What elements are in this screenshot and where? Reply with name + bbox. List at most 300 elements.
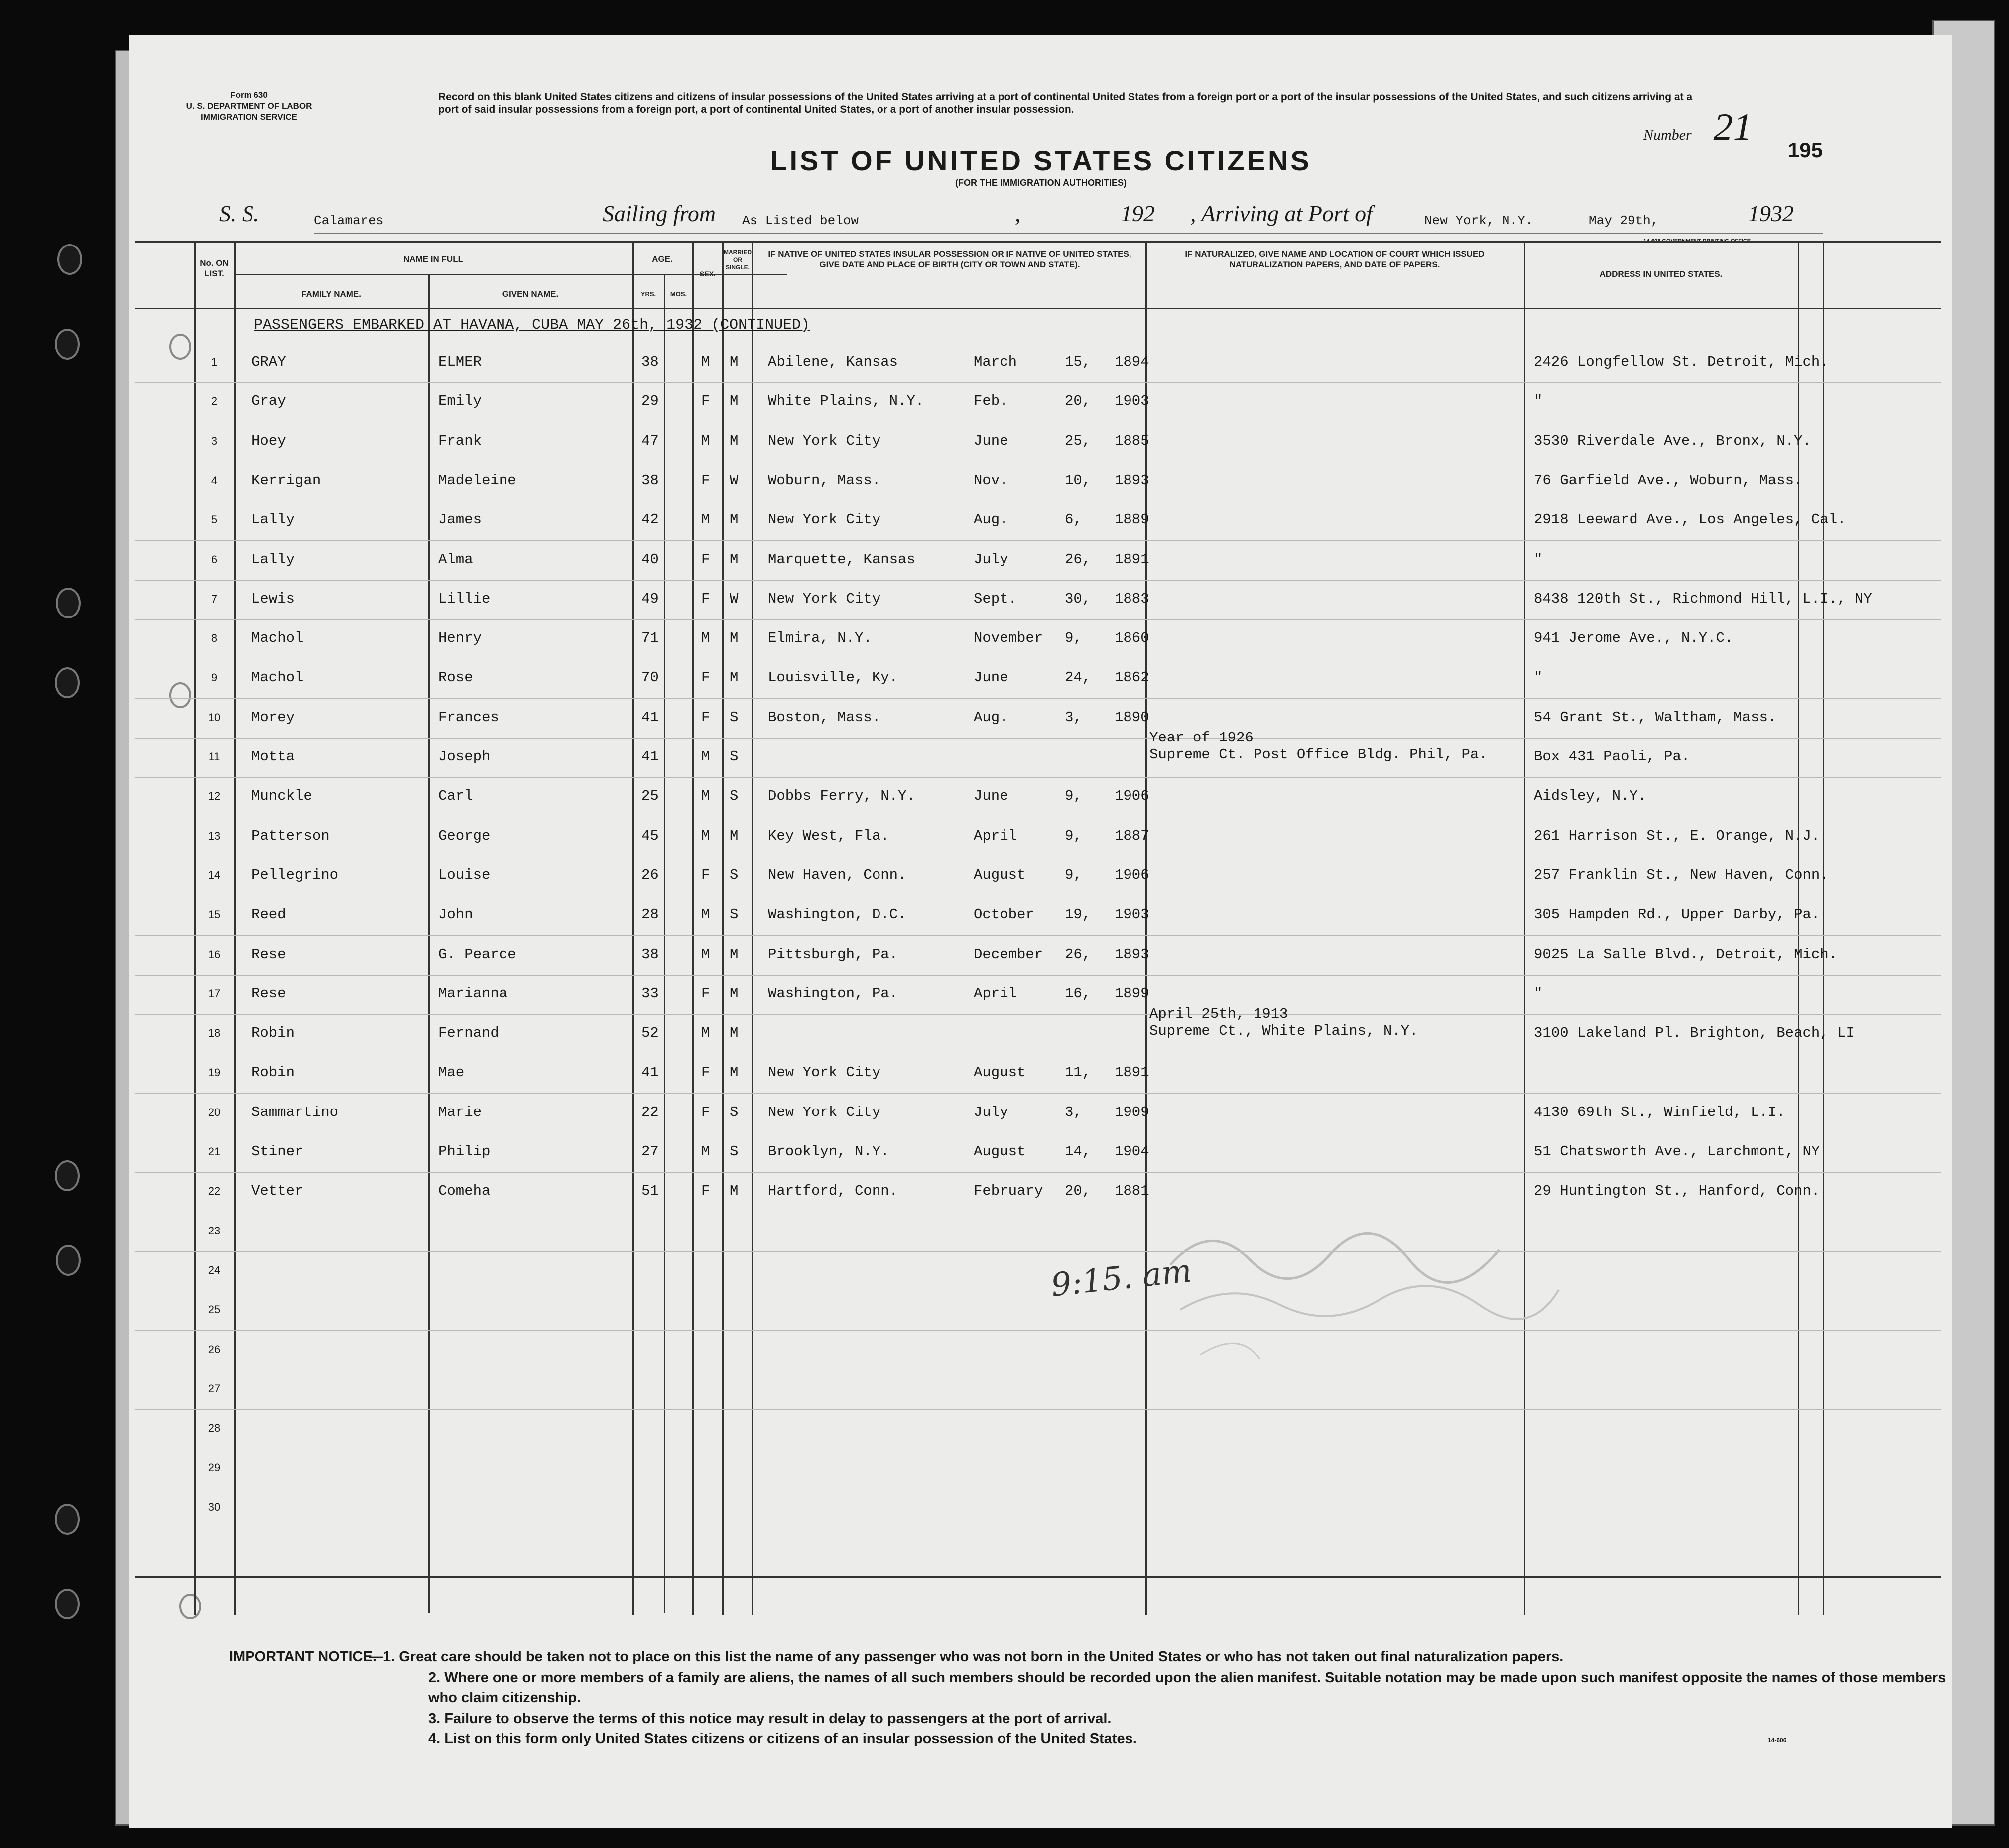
- row-rule: [135, 580, 1941, 581]
- cell-given: Philip: [438, 1143, 491, 1160]
- arrival-date: May 29th,: [1589, 213, 1659, 228]
- row-number: 29: [208, 1461, 221, 1474]
- col-header-age: AGE.: [652, 254, 673, 264]
- cell-yrs: 26: [641, 866, 659, 883]
- page-subtitle: (FOR THE IMMIGRATION AUTHORITIES): [955, 178, 1127, 188]
- cell-address: 261 Harrison St., E. Orange, N.J.: [1534, 827, 1820, 844]
- cell-ms: M: [730, 511, 739, 528]
- row-rule: [135, 777, 1941, 778]
- col-header-no: No. ON LIST.: [200, 258, 229, 278]
- page-title: LIST OF UNITED STATES CITIZENS: [770, 145, 1312, 176]
- cell-place: Boston, Mass.: [768, 709, 881, 726]
- row-rule: [135, 540, 1941, 541]
- cell-yrs: 28: [641, 906, 659, 923]
- cell-day: 20,: [1065, 1183, 1091, 1200]
- row-number: 7: [211, 592, 218, 605]
- cell-place: Louisville, Ky.: [768, 669, 898, 686]
- sailing-label: Sailing from: [603, 201, 716, 226]
- cell-day: 9,: [1065, 788, 1082, 805]
- cell-yrs: 47: [641, 432, 659, 449]
- row-number: 4: [211, 474, 218, 487]
- cell-day: 14,: [1065, 1143, 1091, 1160]
- binding-hole: [55, 1504, 80, 1535]
- row-number: 6: [211, 553, 218, 566]
- cell-year: 1889: [1115, 511, 1149, 528]
- cell-month: December: [974, 946, 1043, 963]
- cell-family: Hoey: [251, 432, 286, 449]
- table-header-rule: [135, 308, 1941, 309]
- cell-address: 305 Hampden Rd., Upper Darby, Pa.: [1534, 906, 1820, 923]
- cell-family: Sammartino: [251, 1104, 339, 1120]
- cell-sex: F: [701, 393, 710, 410]
- cell-year: 1903: [1115, 393, 1149, 410]
- cell-given: Fernand: [438, 1025, 499, 1042]
- cell-month: March: [974, 354, 1017, 370]
- cell-place: New York City: [768, 432, 881, 449]
- arriving-label: , Arriving at Port of: [1190, 201, 1373, 226]
- row-number: 26: [208, 1343, 221, 1355]
- cell-place: Woburn, Mass.: [768, 472, 881, 489]
- cell-address: 2918 Leeward Ave., Los Angeles, Cal.: [1534, 511, 1846, 528]
- cell-yrs: 42: [641, 511, 659, 528]
- cell-place: New York City: [768, 1104, 881, 1120]
- row-rule: [135, 1330, 1941, 1331]
- notice-item-2: 2. Where one or more members of a family are aliens, the names of all such members should be recorded upon the alien manifest. Suitable notation may be made upon such manifest opposite the names of those members who claim citizenship.: [428, 1670, 1946, 1706]
- notice-item-1: —1. Great care should be taken not to place on this list the name of any passenger who was not born in the United States or who has not taken out final naturalization papers.: [369, 1649, 1564, 1665]
- cell-address: 3100 Lakeland Pl. Brighton, Beach, LI: [1534, 1025, 1855, 1042]
- cell-place: Washington, Pa.: [768, 985, 898, 1002]
- row-number: 14: [208, 868, 221, 881]
- form-notice: Record on this blank United States citizens and citizens of insular possessions of the United States arriving at a port of continental United States from a foreign port or a port of the insular possessions of the United States, and such citizens arriving at a port of said insular possessions from a foreign port, a port of continental United States, or a port of another insular possession.: [438, 91, 1693, 115]
- cell-month: November: [974, 630, 1043, 647]
- notice-code: 14-606: [1768, 1737, 1787, 1744]
- arrival-year: 1932: [1748, 201, 1794, 226]
- year-label: 192: [1121, 201, 1155, 226]
- cell-month: June: [974, 788, 1008, 805]
- cell-day: 3,: [1065, 709, 1082, 726]
- cell-naturalized-date: April 25th, 1913: [1149, 1006, 1288, 1023]
- cell-address: 51 Chatsworth Ave., Larchmont, NY: [1534, 1143, 1820, 1160]
- cell-given: Joseph: [438, 748, 491, 765]
- cell-year: 1883: [1115, 590, 1149, 607]
- cell-ms: M: [730, 827, 739, 844]
- cell-family: Machol: [251, 669, 304, 686]
- cell-day: 19,: [1065, 906, 1091, 923]
- row-number: 12: [208, 790, 221, 803]
- cell-day: 15,: [1065, 354, 1091, 370]
- row-number: 5: [211, 513, 218, 526]
- cell-month: July: [974, 1104, 1008, 1120]
- cell-sex: M: [701, 511, 710, 528]
- cell-sex: F: [701, 472, 710, 489]
- cell-family: Pellegrino: [251, 866, 339, 883]
- ship-name: Calamares: [314, 213, 384, 228]
- form-number: Form 630: [230, 90, 268, 100]
- col-header-family: FAMILY NAME.: [301, 289, 361, 299]
- cell-given: Carl: [438, 788, 473, 805]
- row-number: 1: [211, 356, 218, 368]
- row-number: 22: [208, 1185, 221, 1198]
- binding-hole: [56, 1245, 81, 1276]
- row-rule: [135, 698, 1941, 699]
- cell-address: ": [1534, 551, 1543, 568]
- binding-hole: [57, 244, 82, 275]
- cell-address: 2426 Longfellow St. Detroit, Mich.: [1534, 354, 1829, 370]
- cell-ms: M: [730, 630, 739, 647]
- cell-place: New York City: [768, 590, 881, 607]
- cell-ms: S: [730, 1104, 739, 1120]
- cell-family: Motta: [251, 748, 295, 765]
- number-value: 21: [1713, 105, 1753, 148]
- cell-place: Marquette, Kansas: [768, 551, 915, 568]
- cell-family: Lewis: [251, 590, 295, 607]
- cell-yrs: 25: [641, 788, 659, 805]
- cell-yrs: 27: [641, 1143, 659, 1160]
- row-number: 2: [211, 395, 218, 408]
- cell-family: Robin: [251, 1025, 295, 1042]
- cell-address: ": [1534, 669, 1543, 686]
- cell-place: Hartford, Conn.: [768, 1183, 898, 1200]
- table-bottom-rule: [135, 1576, 1941, 1578]
- cell-place: Key West, Fla.: [768, 827, 889, 844]
- cell-family: Lally: [251, 511, 295, 528]
- cell-day: 30,: [1065, 590, 1091, 607]
- row-number: 17: [208, 987, 221, 1000]
- row-rule: [135, 738, 1941, 739]
- row-number: 25: [208, 1303, 221, 1316]
- cell-month: Feb.: [974, 393, 1008, 410]
- cell-ms: W: [730, 590, 739, 607]
- notice-item-3: 3. Failure to observe the terms of this notice may result in delay to passengers at the port of arrival.: [428, 1711, 1112, 1726]
- cell-family: Reed: [251, 906, 286, 923]
- cell-year: 1894: [1115, 354, 1149, 370]
- row-rule: [135, 382, 1941, 383]
- cell-place: Dobbs Ferry, N.Y.: [768, 788, 915, 805]
- col-header-married: MARRIED OR SINGLE.: [724, 249, 752, 271]
- cell-family: Gray: [251, 393, 286, 410]
- cell-sex: M: [701, 748, 710, 765]
- cell-year: 1903: [1115, 906, 1149, 923]
- cell-family: Morey: [251, 709, 295, 726]
- cell-day: 25,: [1065, 432, 1091, 449]
- binding-hole: [55, 667, 80, 698]
- cell-yrs: 71: [641, 630, 659, 647]
- cell-sex: F: [701, 1064, 710, 1081]
- cell-month: June: [974, 432, 1008, 449]
- row-rule: [135, 619, 1941, 620]
- cell-address: Aidsley, N.Y.: [1534, 788, 1647, 805]
- cell-year: 1887: [1115, 827, 1149, 844]
- row-rule: [135, 935, 1941, 936]
- cell-yrs: 29: [641, 393, 659, 410]
- cell-sex: F: [701, 551, 710, 568]
- cell-month: August: [974, 866, 1026, 883]
- cell-day: 9,: [1065, 827, 1082, 844]
- cell-year: 1890: [1115, 709, 1149, 726]
- cell-address: 9025 La Salle Blvd., Detroit, Mich.: [1534, 946, 1838, 963]
- cell-address: ": [1534, 985, 1543, 1002]
- cell-yrs: 22: [641, 1104, 659, 1120]
- cell-sex: M: [701, 946, 710, 963]
- cell-given: Rose: [438, 669, 473, 686]
- notice-label: IMPORTANT NOTICE.: [229, 1649, 377, 1665]
- cell-yrs: 45: [641, 827, 659, 844]
- row-number: 19: [208, 1066, 221, 1079]
- cell-month: Aug.: [974, 709, 1008, 726]
- cell-day: 26,: [1065, 551, 1091, 568]
- cell-place: White Plains, N.Y.: [768, 393, 924, 410]
- cell-year: 1885: [1115, 432, 1149, 449]
- cell-family: Stiner: [251, 1143, 304, 1160]
- ss-label: S. S.: [219, 201, 259, 226]
- cell-address: 8438 120th St., Richmond Hill, L.I., NY: [1534, 590, 1872, 607]
- cell-address: 941 Jerome Ave., N.Y.C.: [1534, 630, 1734, 647]
- cell-ms: M: [730, 946, 739, 963]
- row-rule: [135, 1172, 1941, 1173]
- cell-family: Rese: [251, 946, 286, 963]
- cell-family: GRAY: [251, 354, 286, 370]
- row-number: 24: [208, 1263, 221, 1276]
- cell-given: ELMER: [438, 354, 482, 370]
- cell-yrs: 33: [641, 985, 659, 1002]
- cell-given: John: [438, 906, 473, 923]
- row-number: 9: [211, 671, 218, 684]
- binding-hole: [55, 1589, 80, 1619]
- col-header-address: ADDRESS IN UNITED STATES.: [1599, 269, 1723, 279]
- cell-day: 9,: [1065, 866, 1082, 883]
- cell-yrs: 41: [641, 709, 659, 726]
- cell-ms: M: [730, 551, 739, 568]
- cell-ms: M: [730, 432, 739, 449]
- cell-address: 29 Huntington St., Hanford, Conn.: [1534, 1183, 1820, 1200]
- table-top-rule: [135, 241, 1941, 243]
- row-number: 30: [208, 1500, 221, 1513]
- cell-sex: F: [701, 985, 710, 1002]
- cell-yrs: 38: [641, 472, 659, 489]
- cell-naturalized-date: Year of 1926: [1149, 730, 1254, 746]
- cell-ms: S: [730, 906, 739, 923]
- cell-month: February: [974, 1183, 1043, 1200]
- cell-address: 76 Garfield Ave., Woburn, Mass.: [1534, 472, 1803, 489]
- binding-hole: [55, 1160, 80, 1191]
- cell-ms: M: [730, 1064, 739, 1081]
- row-number: 8: [211, 632, 218, 645]
- cell-ms: S: [730, 1143, 739, 1160]
- cell-place: Pittsburgh, Pa.: [768, 946, 898, 963]
- cell-yrs: 49: [641, 590, 659, 607]
- cell-ms: M: [730, 393, 739, 410]
- cell-year: 1904: [1115, 1143, 1149, 1160]
- cell-family: Machol: [251, 630, 304, 647]
- cell-month: April: [974, 985, 1017, 1002]
- cell-ms: W: [730, 472, 739, 489]
- cell-sex: F: [701, 709, 710, 726]
- cell-ms: M: [730, 1183, 739, 1200]
- cell-given: Marianna: [438, 985, 508, 1002]
- cell-address: 3530 Riverdale Ave., Bronx, N.Y.: [1534, 432, 1811, 449]
- row-rule: [135, 975, 1941, 976]
- cell-given: Frank: [438, 432, 482, 449]
- row-number: 15: [208, 908, 221, 921]
- cell-given: Lillie: [438, 590, 491, 607]
- cell-naturalized-court: Supreme Ct., White Plains, N.Y.: [1149, 1023, 1418, 1040]
- cell-given: Henry: [438, 630, 482, 647]
- binding-hole: [55, 329, 80, 360]
- row-number: 20: [208, 1106, 221, 1118]
- cell-year: 1909: [1115, 1104, 1149, 1120]
- cell-family: Kerrigan: [251, 472, 321, 489]
- cell-year: 1893: [1115, 472, 1149, 489]
- row-rule: [135, 1251, 1941, 1252]
- cell-ms: M: [730, 985, 739, 1002]
- cell-day: 20,: [1065, 393, 1091, 410]
- cell-sex: M: [701, 1025, 710, 1042]
- cell-yrs: 70: [641, 669, 659, 686]
- cell-day: 3,: [1065, 1104, 1082, 1120]
- cell-sex: M: [701, 788, 710, 805]
- cell-given: George: [438, 827, 491, 844]
- cell-place: Abilene, Kansas: [768, 354, 898, 370]
- cell-address: 54 Grant St., Waltham, Mass.: [1534, 709, 1777, 726]
- cell-sex: F: [701, 1104, 710, 1120]
- cell-ms: S: [730, 866, 739, 883]
- cell-day: 10,: [1065, 472, 1091, 489]
- cell-yrs: 51: [641, 1183, 659, 1200]
- section-heading: PASSENGERS EMBARKED AT HAVANA, CUBA MAY 26th, 1932 (CONTINUED): [254, 317, 810, 334]
- cell-family: Munckle: [251, 788, 312, 805]
- cell-address: 4130 69th St., Winfield, L.I.: [1534, 1104, 1785, 1120]
- port-name: New York, N.Y.: [1424, 213, 1533, 228]
- cell-yrs: 41: [641, 1064, 659, 1081]
- cell-ms: M: [730, 1025, 739, 1042]
- cell-place: New York City: [768, 511, 881, 528]
- cell-ms: M: [730, 354, 739, 370]
- cell-sex: M: [701, 432, 710, 449]
- cell-yrs: 40: [641, 551, 659, 568]
- row-rule: [135, 1093, 1941, 1094]
- col-header-yrs: YRS.: [640, 290, 656, 298]
- cell-sex: M: [701, 1143, 710, 1160]
- cell-year: 1891: [1115, 551, 1149, 568]
- row-number: 13: [208, 829, 221, 842]
- cell-day: 6,: [1065, 511, 1082, 528]
- service: IMMIGRATION SERVICE: [201, 112, 297, 122]
- cell-ms: M: [730, 669, 739, 686]
- cell-day: 9,: [1065, 630, 1082, 647]
- cell-address: 257 Franklin St., New Haven, Conn.: [1534, 866, 1829, 883]
- binding-hole: [56, 588, 81, 618]
- number-label: Number: [1643, 127, 1692, 143]
- cell-naturalized-court: Supreme Ct. Post Office Bldg. Phil, Pa.: [1149, 746, 1488, 763]
- cell-given: Comeha: [438, 1183, 491, 1200]
- cell-month: October: [974, 906, 1034, 923]
- cell-given: Alma: [438, 551, 473, 568]
- cell-day: 16,: [1065, 985, 1091, 1002]
- col-header-given: GIVEN NAME.: [502, 289, 559, 299]
- cell-year: 1906: [1115, 866, 1149, 883]
- cell-month: June: [974, 669, 1008, 686]
- department: U. S. DEPARTMENT OF LABOR: [186, 101, 312, 111]
- cell-given: James: [438, 511, 482, 528]
- cell-address: ": [1534, 393, 1543, 410]
- cell-sex: F: [701, 866, 710, 883]
- binding-hole: [169, 682, 191, 708]
- cell-given: Mae: [438, 1064, 465, 1081]
- cell-family: Lally: [251, 551, 295, 568]
- cell-place: Washington, D.C.: [768, 906, 907, 923]
- row-number: 28: [208, 1422, 221, 1435]
- cell-place: Elmira, N.Y.: [768, 630, 872, 647]
- col-header-name: NAME IN FULL: [403, 254, 463, 264]
- cell-place: New York City: [768, 1064, 881, 1081]
- binding-hole: [169, 334, 191, 360]
- cell-sex: F: [701, 1183, 710, 1200]
- cell-day: 24,: [1065, 669, 1091, 686]
- cell-family: Patterson: [251, 827, 330, 844]
- cell-family: Robin: [251, 1064, 295, 1081]
- cell-year: 1906: [1115, 788, 1149, 805]
- cell-year: 1881: [1115, 1183, 1149, 1200]
- cell-ms: S: [730, 788, 739, 805]
- cell-place: Brooklyn, N.Y.: [768, 1143, 889, 1160]
- cell-month: Nov.: [974, 472, 1008, 489]
- cell-sex: M: [701, 354, 710, 370]
- cell-year: 1862: [1115, 669, 1149, 686]
- row-number: 18: [208, 1027, 221, 1040]
- cell-year: 1893: [1115, 946, 1149, 963]
- notice-item-4: 4. List on this form only United States citizens or citizens of an insular possession of the United States.: [428, 1731, 1137, 1747]
- cell-address: Box 431 Paoli, Pa.: [1534, 748, 1690, 765]
- cell-month: Aug.: [974, 511, 1008, 528]
- cell-sex: F: [701, 669, 710, 686]
- col-header-mos: MOS.: [670, 290, 687, 298]
- row-number: 11: [208, 750, 220, 763]
- handwritten-time: 9:15. am: [1049, 1252, 1194, 1304]
- cell-day: 26,: [1065, 946, 1091, 963]
- row-rule: [135, 1014, 1941, 1015]
- cell-day: 11,: [1065, 1064, 1091, 1081]
- col-header-sex: SEX.: [700, 270, 716, 278]
- manifest-page: Form 630 U. S. DEPARTMENT OF LABOR IMMIGRATION SERVICE Record on this blank United States citizens and citizens of insular possessions of the United States arriving at a port of continental United States from a foreign port or a port of the insular possessions of the United States, and such citizens arriving at a port of said insular possessions from a foreign port, a port of continental United States, or a port of another insular possession. Number 21 195 LIST OF UNITED STATES CITIZENS (FOR THE IMMIGRATION AUTHORITIES) S. S. Calamares Sailing from As Listed below , 192 , Arriving at Port of New York, N.Y. May 29th, 1932 No. ON LIST. NAME IN FULL FAMILY NAME. GIVEN NAME. AGE. YRS. MOS. SEX. MARRIED OR SINGLE. IF NATIVE OF UNITED STATES INSULAR POSSESSION OR IF NATIVE OF UNITED STATES, GIVE DATE AND PLACE OF BIRTH (CITY OR TOWN AND STATE). IF NATURALIZED, GIVE NAME AND LOCATION OF COURT WHICH ISSUED NATURALIZATION PAPERS, AND DATE OF PAPERS. ADDRESS IN UNITED STATES. PASSENGERS EMBARKED AT HAVANA, CUBA MAY 26th, 1932 (CONTINUED) 1 GRAY ELMER 38 M M Abilene, Kansas March 15, 1894 2426 Longfellow St. Detroit, Mich. 2 Gray Emily 29 F M White Plains, N.Y. Feb. 20, 1903 " 3 Hoey Frank 47 M M New York City June 25, 1885 3530 Riverdale Ave., Bronx, N.Y. 4 Kerrigan Madeleine 38 F W Woburn, Mass. Nov. 10, 1893 76 Garfield Ave., Woburn, Mass. 5 Lally James 42 M M New York City Aug. 6, 1889 2918 Leeward Ave., Los Angeles, Cal. 6 Lally Alma 40 F M Marquette, Kansas July 26, 1891 " 7 Lewis Lillie 49 F W New York City Sept. 30, 1883 8438 120th St., Richmond Hill, L.I., NY 8 Machol Henry 71 M M Elmira, N.Y. November 9, 1860 941 Jerome Ave., N.Y.C. 9 Machol Rose 70 F M Louisville, Ky. June 24, 1862 " 10 Morey Frances 41 F S Boston, Mass. Aug. 3, 1890 54 Grant St., Waltham, Mass. 11 Motta Joseph 41 M S Box 431 Paoli, Pa. Year of 1926 Supreme Ct. Post Office Bldg. Phil, Pa. 12 Munckle Carl 25 M S Dobbs Ferry, N.Y. June 9, 1906 Aidsley, N.Y. 13 Patterson George 45 M M Key West, Fla. April 9, 1887 261 Harrison St., E. Orange, N.J. 14 Pellegrino Louise 26 F S New Haven, Conn. August 9, 1906 257 Franklin St., New Haven, Conn. 15 Reed John 28 M S Washington, D.C. October 19, 1903 305 Hampden Rd., Upper Darby, Pa. 16 Rese G. Pearce 38 M M Pittsburgh, Pa. December 26, 1893 9025 La Salle Blvd., Detroit, Mich. 17 Rese Marianna 33 F M Washington, Pa. April 16, 1899 " 18 Robin Fernand 52 M M 3100 Lakeland Pl. Brighton, Beach, LI April 25th, 1913 Supreme Ct., White Plains, N.Y. 19 Robin Mae 41 F M New York City August 11, 1891 20 Sammartino Marie 22 F S New York City July 3, 1909 4130 69th St., Winfield, L.I. 21 Stiner Philip 27 M S Brooklyn, N.Y. August 14, 1904 51 Chatsworth Ave., Larchmont, NY 22 Vetter Comeha 51 F M Hartford, Conn. February 20, 1881 29 Huntington St., Hanford, Conn. 23 24 25 26 27 28 29 30 9:15. am IMPORTANT NOTICE. —1. Great care should be taken not to place on this list the name of any passenger who was not born in the United States or who has not taken out final naturalization papers. 2. Where one or more members of a family are aliens, the names of all such members should be recorded upon the alien manifest. Suitable notation may be made upon such manifest opposite the names of those members who claim citizenship. 3. Failure to observe the terms of this notice may result in delay to passengers at the port of arrival. 4. List on this form only United States citizens or citizens of an insular possession of the United States. 14-606: [129, 35, 1952, 1828]
- form-id-block: [179, 90, 319, 123]
- cell-month: August: [974, 1143, 1026, 1160]
- cell-year: 1860: [1115, 630, 1149, 647]
- row-number: 27: [208, 1382, 221, 1395]
- page-number: 195: [1788, 138, 1823, 162]
- cell-sex: M: [701, 630, 710, 647]
- cell-sex: M: [701, 827, 710, 844]
- cell-yrs: 38: [641, 946, 659, 963]
- cell-sex: M: [701, 906, 710, 923]
- row-rule: [135, 1409, 1941, 1410]
- cell-family: Vetter: [251, 1183, 304, 1200]
- cell-given: Madeleine: [438, 472, 516, 489]
- cell-ms: S: [730, 748, 739, 765]
- row-number: 3: [211, 434, 218, 447]
- cell-place: New Haven, Conn.: [768, 866, 907, 883]
- cell-ms: S: [730, 709, 739, 726]
- cell-month: August: [974, 1064, 1026, 1081]
- cell-sex: F: [701, 590, 710, 607]
- binding-hole: [179, 1594, 201, 1619]
- cell-given: Emily: [438, 393, 482, 410]
- row-number: 16: [208, 948, 221, 961]
- cell-given: Frances: [438, 709, 499, 726]
- cell-given: Marie: [438, 1104, 482, 1120]
- col-header-naturalized: IF NATURALIZED, GIVE NAME AND LOCATION OF COURT WHICH ISSUED NATURALIZATION PAPERS, AND DATE OF PAPERS.: [1185, 249, 1485, 269]
- cell-family: Rese: [251, 985, 286, 1002]
- row-number: 10: [208, 711, 221, 724]
